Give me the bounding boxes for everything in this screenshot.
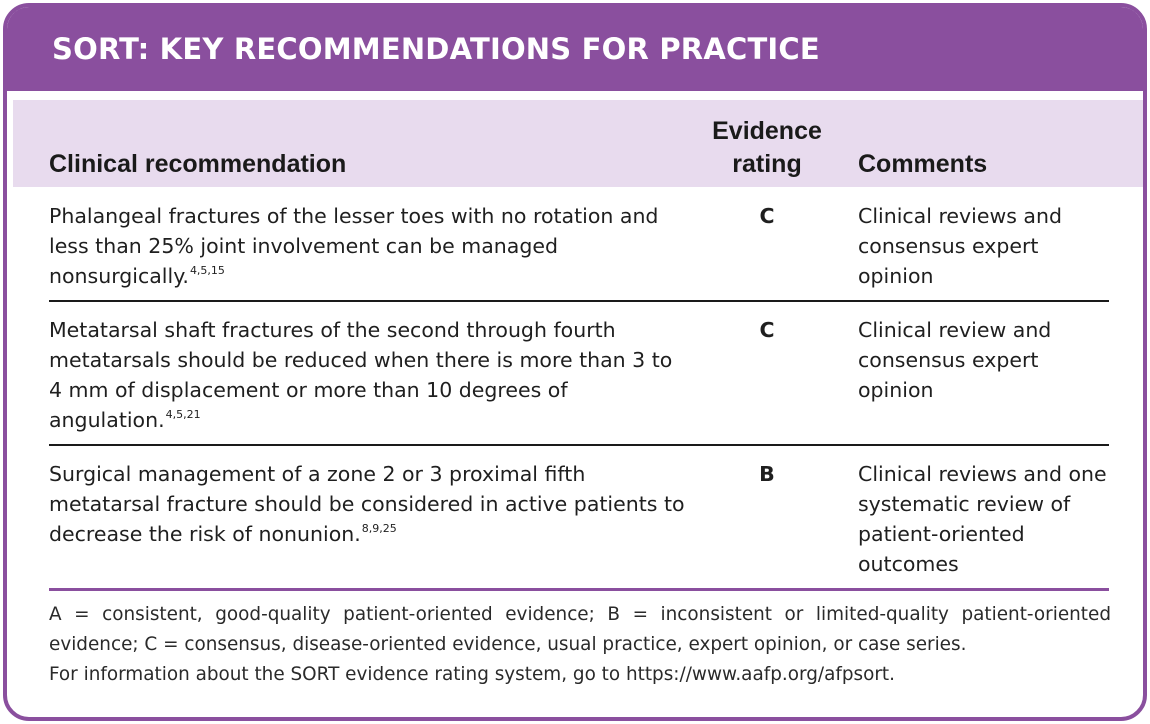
footnote-key-b: B: [607, 604, 621, 625]
row-1-evidence-rating: C: [759, 204, 775, 228]
column-header-comments: Comments: [858, 150, 988, 178]
row-1-recommendation-text: Phalangeal fractures of the lesser toes with no rotation and less than 25% joint involvement can be managed nonsurgically.: [49, 204, 659, 288]
table-footnote: [49, 600, 1111, 690]
row-3-evidence-rating: B: [759, 462, 775, 486]
footnote-key: [49, 600, 1111, 660]
footnote-info: For information about the SORT evidence rating system, go to https://www.aafp.org/afpsort.: [49, 664, 895, 685]
row-3-references: 8,9,25: [361, 522, 397, 535]
row-1-recommendation: [49, 201, 689, 291]
row-3-recommendation: [49, 459, 689, 549]
column-header-recommendation: Clinical recommendation: [49, 150, 347, 178]
row-1-comments: Clinical reviews and consensus expert opinion: [858, 204, 1062, 288]
row-2-comments: Clinical review and consensus expert opinion: [858, 318, 1052, 402]
table-bottom-rule: [49, 588, 1109, 591]
row-3-recommendation-text: Surgical management of a zone 2 or 3 proximal fifth metatarsal fracture should be considered in active patients to decrease the risk of nonunion.: [49, 462, 685, 546]
row-3-comments: Clinical reviews and one systematic review of patient-oriented outcomes: [858, 462, 1107, 576]
footnote-def-a: = consistent, good-quality patient-oriented evidence;: [61, 604, 608, 625]
row-2-evidence-rating: C: [759, 318, 775, 342]
footnote-key-c: C: [144, 634, 158, 655]
title-bar: [7, 7, 1143, 91]
row-2-recommendation: [49, 315, 689, 435]
sort-box: [3, 3, 1147, 721]
row-2-references: 4,5,21: [165, 408, 201, 421]
row-1-references: 4,5,15: [189, 264, 225, 277]
row-2-recommendation-text: Metatarsal shaft fractures of the second through fourth metatarsals should be reduced when there is more than 3 to 4 mm of displacement or more than 10 degrees of angulation.: [49, 318, 673, 432]
column-header-evidence-rating: [707, 115, 827, 181]
column-header-evidence-line1: Evidence: [712, 117, 822, 145]
footnote-key-a: A: [49, 604, 62, 625]
footnote-def-c: = consensus, disease-oriented evidence, usual practice, expert opinion, or case series.: [157, 634, 967, 655]
row-divider-2: [49, 444, 1109, 446]
box-title: SORT: KEY RECOMMENDATIONS FOR PRACTICE: [52, 32, 820, 66]
column-header-evidence-line2: rating: [732, 150, 802, 178]
row-divider-1: [49, 300, 1109, 302]
footnote-def-b: = inconsistent or limited-quality patient-oriented evidence;: [49, 604, 1111, 655]
